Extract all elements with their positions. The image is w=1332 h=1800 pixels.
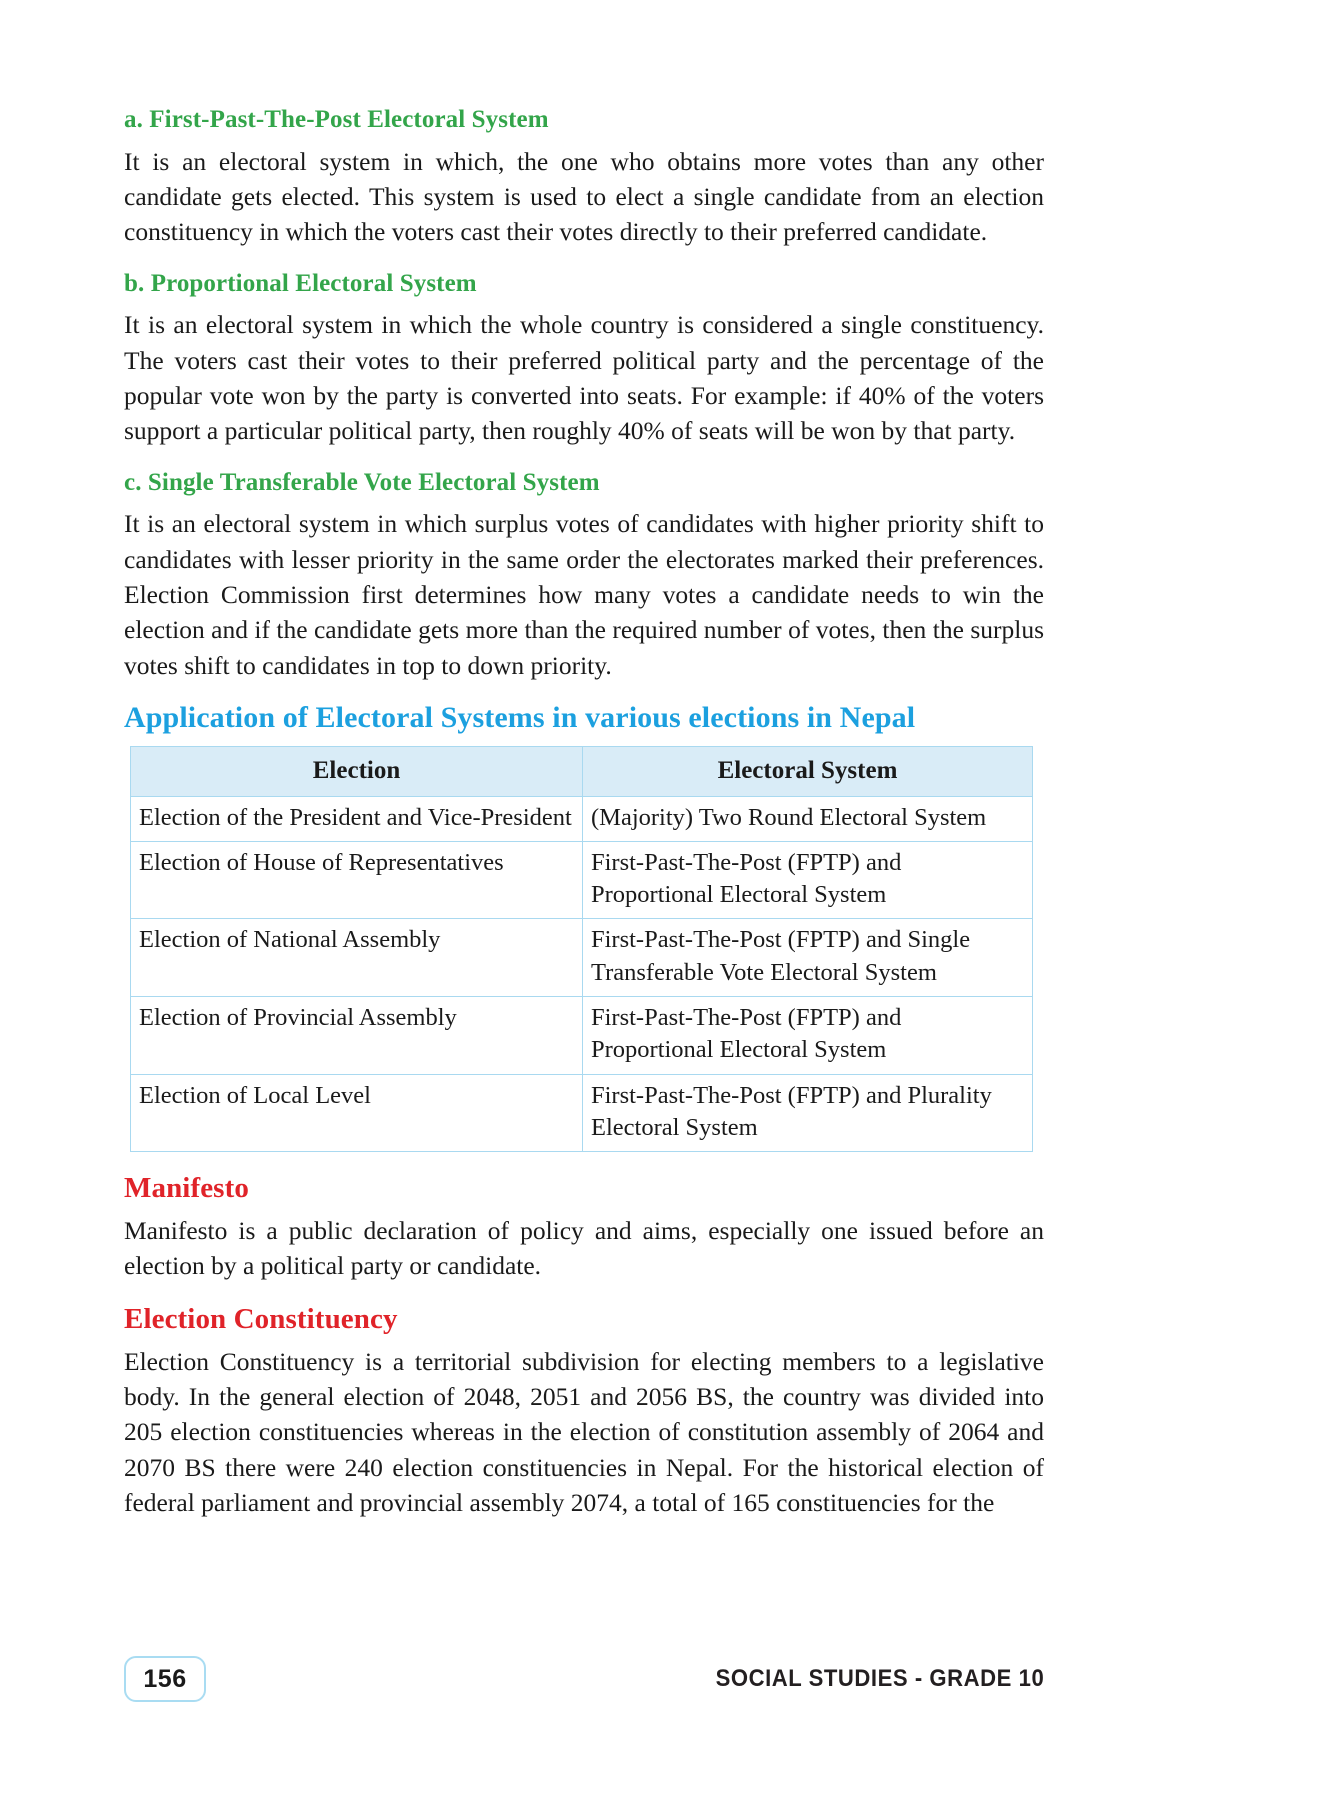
table-header-electoral-system: Electoral System bbox=[583, 746, 1033, 796]
page-footer bbox=[124, 1656, 1044, 1712]
paragraph-proportional: It is an electoral system in which the whole country is considered a single constituency. The voters cast their votes to their preferred political party and the percentage of the popular vote won by the party is converted into seats. For example: if 40% of the voters support a particular political party, then roughly 40% of seats will be won by that party. bbox=[124, 310, 1044, 446]
heading-proportional: b. Proportional Electoral System bbox=[124, 269, 477, 297]
table-cell-system: First-Past-The-Post (FPTP) and Proportional Electoral System bbox=[583, 841, 1033, 919]
footer-book-title: SOCIAL STUDIES - GRADE 10 bbox=[715, 1665, 1044, 1692]
table-row bbox=[131, 841, 1033, 919]
table-header-row bbox=[131, 746, 1033, 796]
heading-application: Application of Electoral Systems in various elections in Nepal bbox=[124, 701, 916, 734]
electoral-systems-table bbox=[130, 746, 1033, 1153]
table-cell-system: First-Past-The-Post (FPTP) and Single Transferable Vote Electoral System bbox=[583, 919, 1033, 997]
table-cell-election: Election of the President and Vice-President bbox=[131, 796, 583, 841]
section-proportional bbox=[124, 270, 1044, 449]
table-cell-election: Election of National Assembly bbox=[131, 919, 583, 997]
page-number-badge bbox=[124, 1656, 206, 1702]
paragraph-fptp: It is an electoral system in which, the one who obtains more votes than any other candidate gets elected. This system is used to elect a single candidate from an election constituency in which the voters cast their votes directly to their preferred candidate. bbox=[124, 146, 1044, 247]
heading-fptp: a. First-Past-The-Post Electoral System bbox=[124, 106, 549, 133]
paragraph-stv: It is an electoral system in which surplus votes of candidates with higher priority shift to candidates with lesser priority in the same order the electorates marked their preferences. Election Commission first determines how many votes a candidate needs to win the election and if the candidate gets more than the required number of votes, then the surplus votes shift to candidates in top to down priority. bbox=[124, 509, 1044, 680]
page-number: 156 bbox=[143, 1664, 187, 1693]
section-manifesto bbox=[124, 1172, 1044, 1283]
table-row bbox=[131, 919, 1033, 997]
table-cell-system: First-Past-The-Post (FPTP) and Plurality Electoral System bbox=[583, 1074, 1033, 1152]
paragraph-constituency: Election Constituency is a territorial subdivision for electing members to a legislative body. In the general election of 2048, 2051 and 2056 BS, the country was divided into 205 election constituencies whereas in the election of constitution assembly of 2064 and 2070 BS there were 240 election constituencies in Nepal. For the historical election of federal parliament and provincial assembly 2074, a total of 165 constituencies for the bbox=[124, 1346, 1044, 1518]
paragraph-manifesto: Manifesto is a public declaration of policy and aims, especially one issued before an election by a political party or candidate. bbox=[124, 1215, 1044, 1281]
heading-stv: c. Single Transferable Vote Electoral System bbox=[124, 468, 600, 496]
table-cell-system: (Majority) Two Round Electoral System bbox=[583, 796, 1033, 841]
table-cell-election: Election of Local Level bbox=[131, 1074, 583, 1152]
table-cell-election: Election of House of Representatives bbox=[131, 841, 583, 919]
table-header-election: Election bbox=[131, 746, 583, 796]
table-row bbox=[131, 1074, 1033, 1152]
section-stv bbox=[124, 469, 1044, 683]
section-constituency bbox=[124, 1303, 1044, 1520]
page-content bbox=[124, 106, 1044, 1524]
heading-constituency: Election Constituency bbox=[124, 1303, 398, 1336]
table-cell-system: First-Past-The-Post (FPTP) and Proportional Electoral System bbox=[583, 997, 1033, 1075]
table-row bbox=[131, 796, 1033, 841]
section-application bbox=[124, 701, 1044, 1152]
section-fptp bbox=[124, 106, 1044, 250]
table-row bbox=[131, 997, 1033, 1075]
heading-manifesto: Manifesto bbox=[124, 1172, 249, 1205]
table-cell-election: Election of Provincial Assembly bbox=[131, 997, 583, 1075]
